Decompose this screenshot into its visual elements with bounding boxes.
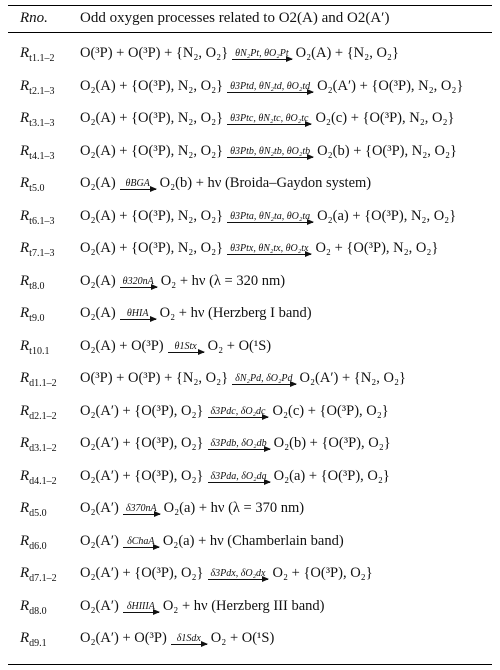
reaction-number: $R_{t4.1-3}$ <box>20 142 55 162</box>
table-row <box>8 69 492 99</box>
reactants: O₂(A′) + {O(³P), O₂} <box>80 565 204 581</box>
reaction-equation <box>80 394 389 424</box>
rate-coefficient-label: θ3Ptc, θN₂tc, θO₂tc <box>230 113 309 124</box>
rate-coefficient-label: δ3Pdc, δO₂dc <box>210 405 266 417</box>
reaction-equation <box>80 69 463 99</box>
products: O₂(A′) + {O(³P), N₂, O₂} <box>317 77 464 94</box>
reaction-equation <box>80 36 399 66</box>
reaction-number: $R_{d7.1-2}$ <box>20 565 57 584</box>
reactants: O₂(A′) <box>80 597 119 614</box>
table-row <box>8 459 492 489</box>
arrow-icon <box>120 189 156 190</box>
arrow-icon <box>123 514 160 515</box>
reactants: O₂(A′) + {O(³P), O₂} <box>80 467 204 484</box>
products: O₂(a) + {O(³P), O₂} <box>273 467 390 484</box>
arrow-icon <box>232 59 291 60</box>
products: O₂ + {O(³P), O₂} <box>272 565 373 581</box>
reactants: O₂(A) + {O(³P), N₂, O₂} <box>80 110 224 126</box>
arrow-icon <box>208 417 269 418</box>
reaction-arrow <box>232 48 291 60</box>
reaction-arrow <box>208 471 270 483</box>
header-processes: Odd oxygen processes related to O2(A) and O2(A′) <box>80 10 390 26</box>
products: O₂(A′) + {N₂, O₂} <box>299 370 407 386</box>
products: O₂(b) + {O(³P), N₂, O₂} <box>317 142 458 159</box>
reaction-arrow <box>168 341 204 353</box>
reaction-equation <box>80 329 271 359</box>
reactants: O₂(A′) + O(³P) <box>80 630 167 646</box>
reactants: O₂(A) <box>80 272 116 289</box>
reaction-equation <box>80 231 438 261</box>
table-row <box>8 621 492 651</box>
reaction-number: $R_{t10.1}$ <box>20 337 50 357</box>
rate-coefficient-label: δ370nA <box>125 503 157 514</box>
arrow-icon <box>208 449 270 450</box>
reactants: O₂(A) <box>80 305 116 321</box>
rate-coefficient-label: θN₂Pt, θO₂Pt <box>235 48 289 59</box>
reaction-equation <box>80 556 373 586</box>
reaction-number: $R_{d8.0}$ <box>20 597 47 617</box>
table-row <box>8 264 492 294</box>
reactants: O₂(A) + {O(³P), N₂, O₂} <box>80 240 224 256</box>
reaction-number: $R_{d1.1-2}$ <box>20 370 57 389</box>
reaction-arrow <box>123 536 159 548</box>
reactants: O₂(A) <box>80 175 116 191</box>
table-row <box>8 199 492 229</box>
rate-coefficient-label: δ3Pdx, δO₂dx <box>210 568 266 579</box>
products: O₂ + {O(³P), N₂, O₂} <box>315 240 439 256</box>
reactants: O₂(A) + {O(³P), N₂, O₂} <box>80 77 224 94</box>
products: O₂ + O(¹S) <box>210 630 275 646</box>
reaction-number: $R_{d9.1}$ <box>20 630 47 649</box>
products: O₂(c) + {O(³P), N₂, O₂} <box>315 110 455 126</box>
reaction-arrow <box>227 113 311 125</box>
reaction-equation <box>80 459 390 489</box>
reactants: O₂(A′) + {O(³P), O₂} <box>80 435 204 451</box>
products: O₂(b) + hν (Broida–Gaydon system) <box>159 175 372 191</box>
reactants: O₂(A′) <box>80 500 119 516</box>
reaction-arrow <box>227 146 313 158</box>
arrow-icon <box>208 579 269 580</box>
reaction-equation <box>80 101 455 131</box>
reaction-arrow <box>171 633 207 645</box>
products: O₂(a) + {O(³P), N₂, O₂} <box>317 207 457 224</box>
products: O₂(c) + {O(³P), O₂} <box>272 402 389 419</box>
rate-coefficient-label: δ1Sdx <box>176 633 201 644</box>
arrow-icon <box>208 482 270 483</box>
reactants: O₂(A) + {O(³P), N₂, O₂} <box>80 207 224 224</box>
rate-coefficient-label: θ3Ptd, θN₂td, θO₂td <box>230 80 311 92</box>
reaction-number: $R_{t5.0}$ <box>20 175 45 194</box>
table-top-rule <box>8 5 492 6</box>
rate-coefficient-label: δ3Pda, δO₂da <box>210 470 267 482</box>
reaction-number: $R_{t8.0}$ <box>20 272 45 292</box>
reaction-number: $R_{t1.1-2}$ <box>20 45 55 64</box>
rate-coefficient-label: θ3Pta, θN₂ta, θO₂ta <box>230 210 311 222</box>
reaction-number: $R_{d5.0}$ <box>20 500 47 519</box>
table-row <box>8 524 492 554</box>
rate-coefficient-label: δN₂Pd, δO₂Pd <box>235 373 293 384</box>
table-row <box>8 166 492 196</box>
reaction-equation <box>80 621 274 651</box>
reaction-number: $R_{t7.1-3}$ <box>20 240 55 259</box>
table-row <box>8 231 492 261</box>
arrow-icon <box>227 157 313 158</box>
reaction-arrow <box>208 568 269 580</box>
reaction-number: $R_{t9.0}$ <box>20 305 45 324</box>
reaction-equation <box>80 524 344 554</box>
table-row <box>8 426 492 456</box>
reaction-arrow <box>208 406 269 418</box>
table-row <box>8 134 492 164</box>
products: O₂ + hν (λ = 320 nm) <box>160 272 286 289</box>
reactants: O₂(A′) <box>80 532 119 549</box>
rate-coefficient-label: δ3Pdb, δO₂db <box>210 438 267 449</box>
table-row <box>8 589 492 619</box>
reactants: O₂(A) + {O(³P), N₂, O₂} <box>80 142 224 159</box>
products: O₂(A) + {N₂, O₂} <box>295 45 399 61</box>
reaction-number: $R_{t3.1-3}$ <box>20 110 55 129</box>
table-bottom-rule <box>8 664 492 665</box>
rate-coefficient-label: θBGA <box>125 178 150 189</box>
reactants: O(³P) + O(³P) + {N₂, O₂} <box>80 45 229 61</box>
reaction-number: $R_{d4.1-2}$ <box>20 467 57 487</box>
arrow-icon <box>227 222 313 223</box>
reaction-equation <box>80 361 406 391</box>
reactants: O₂(A′) + {O(³P), O₂} <box>80 402 204 419</box>
products: O₂(a) + hν (Chamberlain band) <box>162 532 344 549</box>
reaction-number: $R_{t2.1-3}$ <box>20 77 55 97</box>
arrow-icon <box>171 644 207 645</box>
reaction-arrow <box>123 601 159 613</box>
reaction-equation <box>80 491 304 521</box>
reaction-number: $R_{t6.1-3}$ <box>20 207 55 227</box>
arrow-icon <box>120 287 157 288</box>
reaction-equation <box>80 296 312 326</box>
table-row <box>8 101 492 131</box>
reaction-arrow <box>120 308 156 320</box>
table-row <box>8 491 492 521</box>
header-rno: Rno. <box>20 10 48 26</box>
reaction-equation <box>80 426 391 456</box>
rate-coefficient-label: δHIIIA <box>126 600 155 612</box>
reactants: O₂(A) + O(³P) <box>80 337 164 354</box>
table-row <box>8 394 492 424</box>
reaction-arrow <box>227 81 313 93</box>
rate-coefficient-label: δChaA <box>127 535 155 547</box>
table-row <box>8 329 492 359</box>
reaction-equation <box>80 134 457 164</box>
products: O₂ + hν (Herzberg I band) <box>159 305 312 321</box>
reaction-arrow <box>123 503 160 515</box>
reaction-number: $R_{d3.1-2}$ <box>20 435 57 454</box>
reaction-equation <box>80 589 324 619</box>
reaction-equation <box>80 199 456 229</box>
reaction-arrow <box>232 373 295 385</box>
rate-coefficient-label: θ1Stx <box>174 340 197 352</box>
reactants: O(³P) + O(³P) + {N₂, O₂} <box>80 370 229 386</box>
arrow-icon <box>227 124 311 125</box>
reaction-equation <box>80 264 285 294</box>
arrow-icon <box>123 612 159 613</box>
reaction-arrow <box>227 243 311 255</box>
table-row <box>8 361 492 391</box>
reaction-arrow <box>227 211 313 223</box>
table-row <box>8 36 492 66</box>
rate-coefficient-label: θ3Ptx, θN₂tx, θO₂tx <box>230 243 309 254</box>
arrow-icon <box>120 319 156 320</box>
products: O₂(b) + {O(³P), O₂} <box>273 435 391 451</box>
arrow-icon <box>227 254 311 255</box>
arrow-icon <box>123 547 159 548</box>
table-row <box>8 296 492 326</box>
rate-coefficient-label: θ320nA <box>122 275 154 287</box>
table-row <box>8 556 492 586</box>
arrow-icon <box>232 384 295 385</box>
products: O₂ + O(¹S) <box>207 337 272 354</box>
arrow-icon <box>227 92 313 93</box>
reaction-equation <box>80 166 371 196</box>
rate-coefficient-label: θHIA <box>126 308 149 319</box>
arrow-icon <box>168 352 204 353</box>
reaction-arrow <box>208 438 270 450</box>
reaction-arrow <box>120 276 157 288</box>
table-header-rule <box>8 32 492 33</box>
products: O₂ + hν (Herzberg III band) <box>162 597 325 614</box>
rate-coefficient-label: θ3Ptb, θN₂tb, θO₂tb <box>230 145 311 157</box>
products: O₂(a) + hν (λ = 370 nm) <box>163 500 305 516</box>
reaction-number: $R_{d2.1-2}$ <box>20 402 57 422</box>
reaction-arrow <box>120 178 156 190</box>
reaction-number: $R_{d6.0}$ <box>20 532 47 552</box>
